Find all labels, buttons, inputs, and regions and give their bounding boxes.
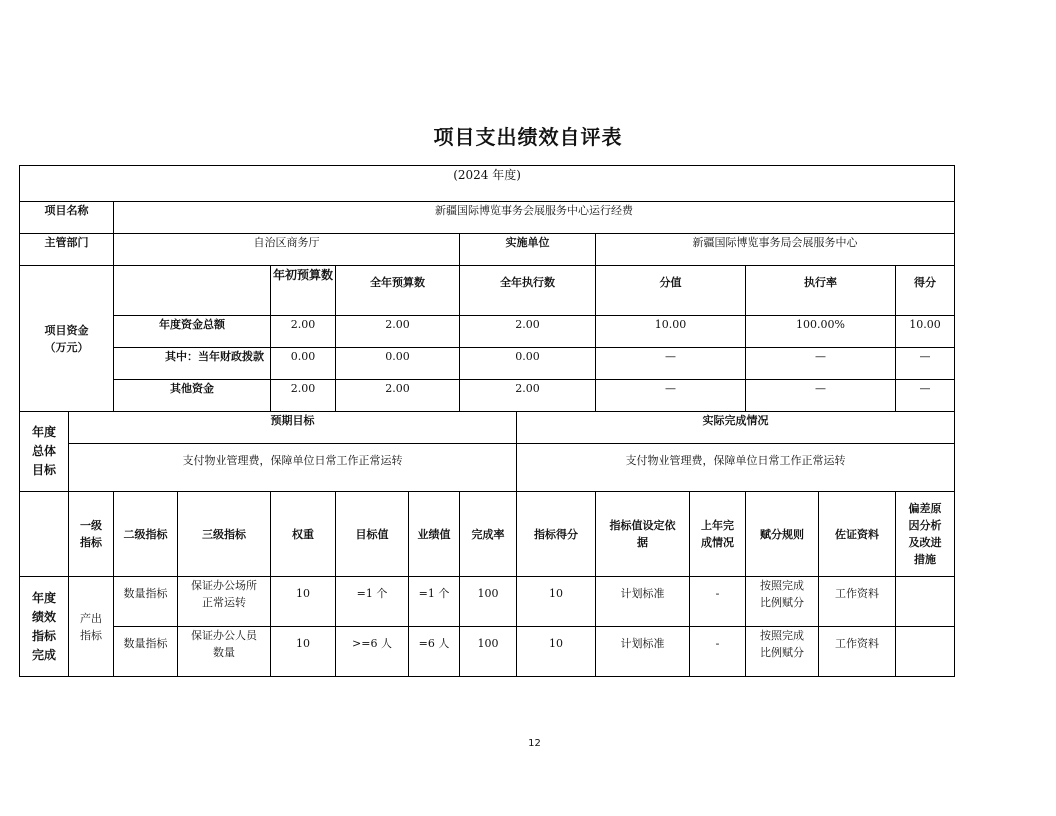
- funds-header-blank: [114, 266, 271, 316]
- indicator-row-1-actual: =1 个: [409, 577, 460, 627]
- indicator-header-rule: 赋分规则: [746, 492, 819, 577]
- indicator-header-weight: 权重: [271, 492, 336, 577]
- indicator-row-1-basis: 计划标准: [596, 577, 690, 627]
- indicator-header-deviation: 偏差原 因分析 及改进 措施: [896, 492, 955, 577]
- dept-value: 自治区商务厅: [114, 234, 460, 266]
- impl-unit-label: 实施单位: [460, 234, 596, 266]
- indicator-row-2-evidence: 工作资料: [819, 627, 896, 677]
- funds-row-other-label: 其他资金: [114, 380, 271, 412]
- indicator-header-score: 指标得分: [517, 492, 596, 577]
- goals-expected-label: 预期目标: [69, 412, 517, 444]
- funds-row-total-rate: 100.00%: [746, 316, 896, 348]
- indicator-row-2-score: 10: [517, 627, 596, 677]
- indicator-header-last-year: 上年完 成情况: [690, 492, 746, 577]
- goals-actual-label: 实际完成情况: [517, 412, 955, 444]
- indicator-row-1-target: =1 个: [336, 577, 409, 627]
- performance-evaluation-table: [19, 165, 955, 677]
- funds-row-other-rate: —: [746, 380, 896, 412]
- indicator-header-target: 目标值: [336, 492, 409, 577]
- indicator-header-actual: 业绩值: [409, 492, 460, 577]
- indicator-header-level2: 二级指标: [114, 492, 178, 577]
- funds-header-rate: 执行率: [746, 266, 896, 316]
- indicator-header-level1: 一级 指标: [69, 492, 114, 577]
- indicator-row-1-rule: 按照完成 比例赋分: [746, 577, 819, 627]
- indicator-row-1-completion: 100: [460, 577, 517, 627]
- funds-header-score-value: 分值: [596, 266, 746, 316]
- indicator-header-level3: 三级指标: [178, 492, 271, 577]
- indicator-header-basis: 指标值设定依 据: [596, 492, 690, 577]
- indicator-row-2-deviation: [896, 627, 955, 677]
- indicator-row-1-last-year: -: [690, 577, 746, 627]
- funds-row-total-score-value: 10.00: [596, 316, 746, 348]
- funds-row-fiscal-initial: 0.00: [271, 348, 336, 380]
- indicator-row-2-weight: 10: [271, 627, 336, 677]
- indicator-header-blank: [20, 492, 69, 577]
- funds-header-executed: 全年执行数: [460, 266, 596, 316]
- funds-row-fiscal-score: —: [896, 348, 955, 380]
- funds-row-fiscal-rate: —: [746, 348, 896, 380]
- funds-row-other-score: —: [896, 380, 955, 412]
- year-cell: (2024 年度): [20, 166, 955, 202]
- indicator-header-completion: 完成率: [460, 492, 517, 577]
- indicator-row-2-target: >=6 人: [336, 627, 409, 677]
- indicator-row-1-level2: 数量指标: [114, 577, 178, 627]
- indicator-row-2-rule: 按照完成 比例赋分: [746, 627, 819, 677]
- funds-row-total-score: 10.00: [896, 316, 955, 348]
- indicator-section-label: 年度 绩效 指标 完成: [20, 577, 69, 677]
- indicator-row-2-level2: 数量指标: [114, 627, 178, 677]
- funds-row-fiscal-executed: 0.00: [460, 348, 596, 380]
- indicator-row-2-last-year: -: [690, 627, 746, 677]
- indicator-row-1-score: 10: [517, 577, 596, 627]
- funds-row-total-annual: 2.00: [336, 316, 460, 348]
- goals-label: 年度 总体 目标: [20, 412, 69, 492]
- project-name-value: 新疆国际博览事务会展服务中心运行经费: [114, 202, 955, 234]
- indicator-header-evidence: 佐证资料: [819, 492, 896, 577]
- project-name-label: 项目名称: [20, 202, 114, 234]
- indicator-level1-value: 产出 指标: [69, 577, 114, 677]
- funds-row-other-score-value: —: [596, 380, 746, 412]
- page-number: 12: [528, 738, 541, 749]
- funds-row-other-annual: 2.00: [336, 380, 460, 412]
- funds-row-fiscal-annual: 0.00: [336, 348, 460, 380]
- funds-row-fiscal-label: 其中：当年财政拨款: [114, 348, 271, 380]
- indicator-row-1-deviation: [896, 577, 955, 627]
- funds-row-other-initial: 2.00: [271, 380, 336, 412]
- funds-row-total-initial: 2.00: [271, 316, 336, 348]
- indicator-row-1-evidence: 工作资料: [819, 577, 896, 627]
- indicator-row-2-actual: =6 人: [409, 627, 460, 677]
- funds-header-initial: 年初预算数: [271, 266, 336, 316]
- funds-header-annual: 全年预算数: [336, 266, 460, 316]
- page-title: 项目支出绩效自评表: [433, 125, 623, 149]
- indicator-row-2-basis: 计划标准: [596, 627, 690, 677]
- funds-row-fiscal-score-value: —: [596, 348, 746, 380]
- funds-row-other-executed: 2.00: [460, 380, 596, 412]
- dept-label: 主管部门: [20, 234, 114, 266]
- funds-header-score: 得分: [896, 266, 955, 316]
- goals-actual-value: 支付物业管理费，保障单位日常工作正常运转: [517, 444, 955, 492]
- funds-row-total-label: 年度资金总额: [114, 316, 271, 348]
- indicator-row-1-level3: 保证办公场所 正常运转: [178, 577, 271, 627]
- impl-unit-value: 新疆国际博览事务局会展服务中心: [596, 234, 955, 266]
- indicator-row-1-weight: 10: [271, 577, 336, 627]
- goals-expected-value: 支付物业管理费，保障单位日常工作正常运转: [69, 444, 517, 492]
- indicator-row-2-completion: 100: [460, 627, 517, 677]
- funds-label: 项目资金 （万元）: [20, 266, 114, 412]
- funds-row-total-executed: 2.00: [460, 316, 596, 348]
- indicator-row-2-level3: 保证办公人员 数量: [178, 627, 271, 677]
